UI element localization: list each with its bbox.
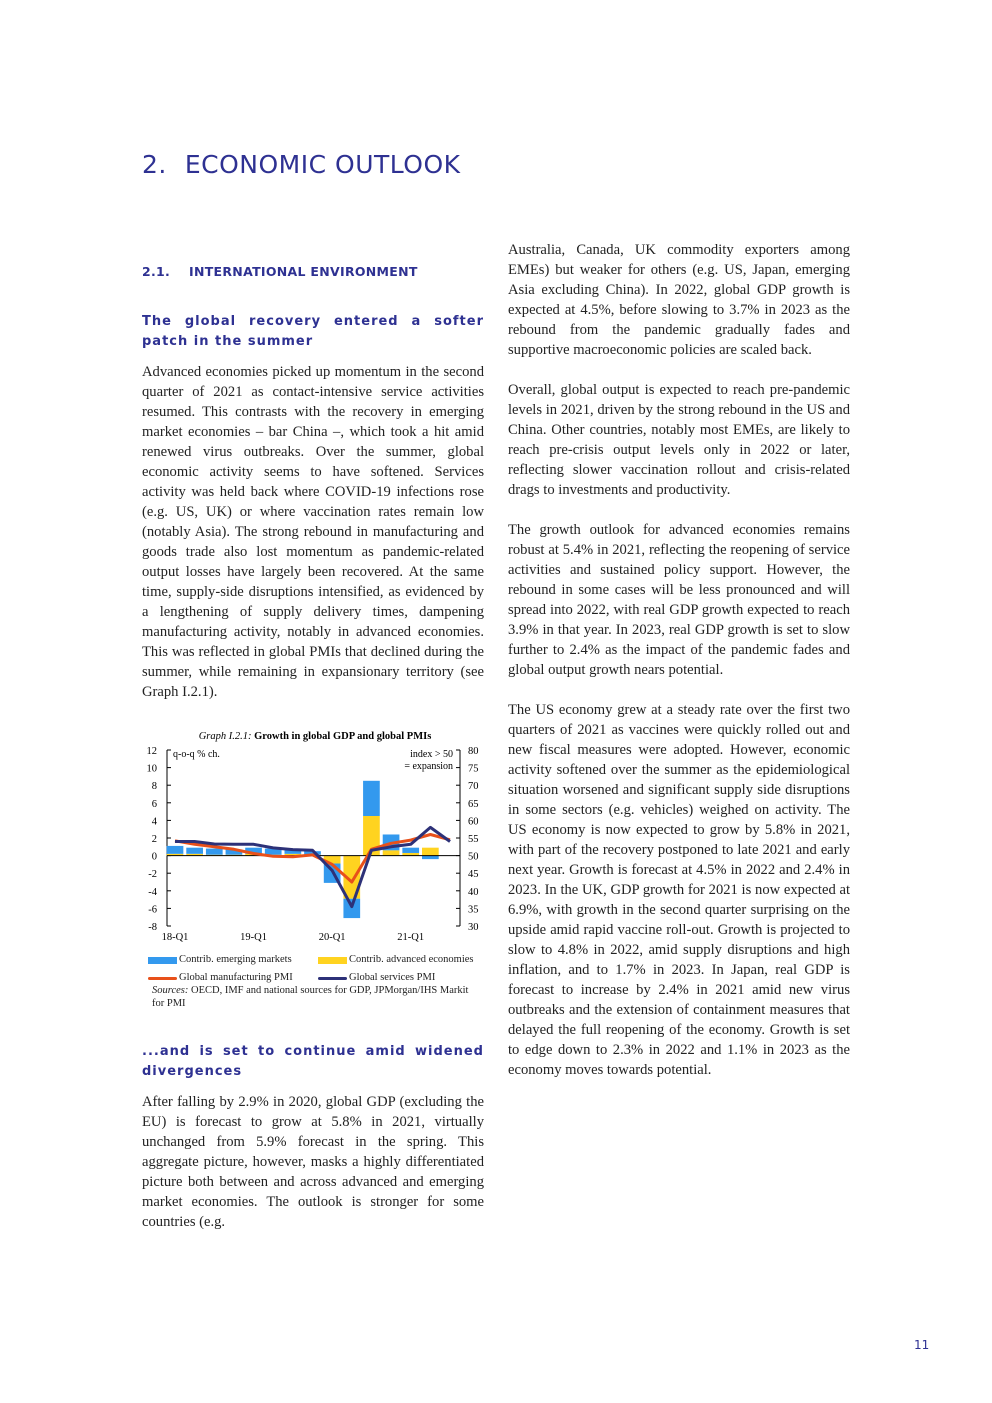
bar-emerging [206,849,223,855]
left-tick-label: 10 [146,763,157,775]
chart-source [152,984,482,1010]
right-tick-label: 75 [468,763,479,775]
right-tick-label: 30 [468,922,479,933]
paragraph: The growth outlook for advanced economies remains robust at 5.4% in 2021, reflecting the reopening of service activities and sustained policy support. However, the rebound in some cases will be less pronounced and will spread into 2022, with real GDP growth expected to reach 3.9% in that year. In 2023, real GDP growth is set to slow further to 2.4% as the impact of the pandemic fades and global output growth nears potential. [508,522,850,678]
section-heading [142,262,484,282]
line-manufacturing-pmi [175,835,450,883]
legend-label: Contrib. emerging markets [179,954,292,965]
subheading-2: ...and is set to continue amid widened divergences [142,1044,484,1079]
x-tick-label: 21-Q1 [397,932,425,943]
legend-label: Contrib. advanced economies [349,954,474,965]
left-tick-label: -6 [148,904,157,916]
section-title: INTERNATIONAL ENVIRONMENT [189,264,418,279]
legend-ae [318,950,474,970]
paragraph: After falling by 2.9% in 2020, global GDP (excluding the EU) is forecast to grow at 5.8% in 2021, virtually unchanged from 5.9% forecast in the spring. This aggregate picture, however, masks a highly differentiated picture both between and across advanced and emerging market economies. The outlook is stronger for some countries (e.g. [142,1094,484,1230]
left-axis-label: q-o-q % ch. [173,749,220,760]
left-tick-label: 4 [151,816,157,828]
paragraph: The US economy grew at a steady rate over the first two quarters of 2021 as vaccines were quickly rolled out and new fiscal measures were adopted. However, economic activity softened over the summer as the epidemiological situation worsened and significant supply side disruptions in some sectors (e.g. vehicles) weighed on activity. The US economy is now expected to grow by 5.8% in 2021, with part of the recovery postponed to late 2021 and early next year. Growth is forecast at 4.5% in 2022 and 2.4% in 2023. In the UK, GDP growth for 2021 is now expected at 6.9%, with growth in the second quarter surprising on the upside amid rapid vaccine roll-out. Growth is projected to slow to 4.8% in 2022, amid supply disruptions and high inflation, and to 1.7% in 2023. In Japan, real GDP is forecast to increase by 2.4% in 2021 amid new virus outbreaks and the extension of containment measures that delayed the full reopening of the economy. Growth is set to edge down to 2.3% in 2022 and 1.1% in 2023 as the economy moves towards potential. [508,702,850,1078]
source-label: Sources: [152,985,189,996]
graph-i-2-1 [140,722,490,1012]
right-axis-label: index > 50 [410,749,453,760]
left-tick-label: 0 [151,851,157,863]
chapter-title [142,150,461,179]
subheading-1: The global recovery entered a softer patch in the summer [142,314,484,349]
left-tick-label: 12 [146,746,157,757]
right-column [508,240,850,1100]
page-number: 11 [914,1338,930,1352]
right-tick-label: 40 [468,886,479,898]
right-tick-label: 80 [468,746,479,757]
left-tick-label: 2 [151,834,157,845]
left-column [142,262,484,1252]
right-tick-label: 55 [468,834,479,845]
bar-emerging [343,899,360,918]
chapter-number: 2. [142,150,167,179]
chart-svg [140,722,490,952]
source-text: OECD, IMF and national sources for GDP, JPMorgan/IHS Markit for PMI [152,985,469,1009]
left-tick-label: 6 [151,798,157,810]
left-tick-label: 8 [151,781,157,793]
x-tick-label: 18-Q1 [161,932,189,943]
chapter-title-text: ECONOMIC OUTLOOK [184,150,461,179]
legend-label: Global services PMI [349,972,436,983]
legend-swatch-em [148,957,177,964]
x-tick-label: 20-Q1 [318,932,346,943]
bar-emerging [186,848,203,854]
chart-title: Graph I.2.1: Growth in global GDP and global PMIs [198,731,432,742]
right-tick-label: 70 [468,781,479,793]
right-axis-label-2: = expansion [404,761,453,772]
right-tick-label: 60 [468,816,479,828]
section-number: 2.1. [142,264,171,279]
right-tick-label: 65 [468,798,479,810]
right-tick-label: 45 [468,869,479,881]
bar-emerging [363,781,380,816]
paragraph: Advanced economies picked up momentum in the second quarter of 2021 as contact-intensive service activities resumed. This contrasts with the recovery in emerging market economies – bar China –, which took a hit amid renewed virus outbreaks. Over the summer, global economic activity seems to have softened. Services activity was held back where COVID-19 infections rose (e.g. US, UK) or where vaccination rates remain low (notably Asia). The strong rebound in manufacturing and goods trade also lost momentum as pandemic-related output losses have largely been recovered. At the same time, supply-side disruptions intensified, as evidenced by a lengthening of supply delivery times, dampening manufacturing activity, notably in advanced economies. This was reflected in global PMIs that declined during the summer, while remaining in expansionary territory (see Graph I.2.1). [142,364,484,700]
paragraph: Australia, Canada, UK commodity exporters among EMEs) but weaker for others (e.g. US, Japan, emerging Asia excluding China). In 2022, global GDP growth is expected at 4.5%, before slowing to 3.7% in 2023 as the rebound from the pandemic gradually fades and supportive macroeconomic policies are scaled back. [508,242,850,358]
right-tick-label: 35 [468,904,479,916]
bar-advanced [383,850,400,855]
left-tick-label: -2 [148,869,157,881]
legend-label: Global manufacturing PMI [179,972,293,983]
left-tick-label: -4 [148,886,157,898]
x-tick-label: 19-Q1 [240,932,267,943]
legend-em [148,950,292,970]
bar-emerging [167,846,184,854]
legend-line-svc [318,977,347,980]
right-tick-label: 50 [468,851,479,863]
paragraph: Overall, global output is expected to reach pre-pandemic levels in 2021, driven by the strong rebound in the US and China. Other countries, notably most EMEs, are likely to reach pre-crisis output levels only in 2022 or later, reflecting slower vaccination rollout and crisis-related drags to investments and productivity. [508,382,850,498]
legend-swatch-ae [318,957,347,964]
left-tick-label: -8 [148,922,157,933]
bar-emerging [402,848,419,853]
bar-advanced [422,848,439,856]
legend-line-mfg [148,977,177,980]
bar-emerging [422,856,439,860]
